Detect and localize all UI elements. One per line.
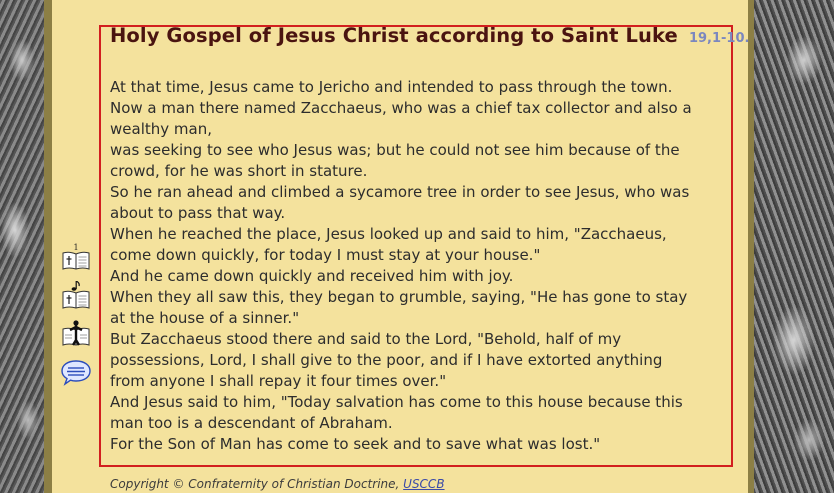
book-music-icon[interactable]: [60, 281, 92, 309]
left-decorative-image: [0, 0, 44, 493]
gospel-paragraph: When they all saw this, they began to grumble, saying, "He has gone to stay at the house of a sinner.": [110, 288, 688, 327]
gospel-paragraph: But Zacchaeus stood there and said to the Lord, "Behold, half of my possessions, Lord, I shall give to the poor, and if I have extorted anything from anyone I shall repay it four times over.": [110, 330, 663, 390]
gospel-reference: 19,1-10.: [688, 31, 750, 46]
right-decorative-image: [754, 0, 834, 493]
reading-number: 1: [73, 243, 79, 252]
gospel-header: [110, 24, 749, 47]
gospel-paragraph: When he reached the place, Jesus looked up and said to him, "Zacchaeus, come down quickly, for today I must stay at your house.": [110, 225, 667, 264]
book-saint-icon[interactable]: [60, 318, 92, 346]
gospel-paragraph: For the Son of Man has come to seek and to save what was lost.": [110, 435, 601, 453]
gospel-title: Holy Gospel of Jesus Christ according to Saint Luke: [110, 24, 678, 47]
copyright-notice: [110, 477, 445, 491]
book-reading-icon[interactable]: [60, 242, 92, 270]
gospel-paragraph: Now a man there named Zacchaeus, who was a chief tax collector and also a wealthy man,: [110, 99, 692, 138]
gospel-paragraph: So he ran ahead and climbed a sycamore tree in order to see Jesus, who was about to pass that way.: [110, 183, 690, 222]
gospel-paragraph: At that time, Jesus came to Jericho and intended to pass through the town.: [110, 78, 673, 96]
gospel-paragraph: was seeking to see who Jesus was; but he could not see him because of the crowd, for he was short in stature.: [110, 141, 680, 180]
gospel-paragraph: And he came down quickly and received him with joy.: [110, 267, 514, 285]
comment-icon[interactable]: [60, 358, 92, 386]
copyright-text: Copyright © Confraternity of Christian Doctrine,: [110, 477, 404, 491]
gospel-paragraph: And Jesus said to him, "Today salvation has come to this house because this man too is a descendant of Abraham.: [110, 393, 683, 432]
gospel-text: [110, 77, 700, 455]
usccb-link[interactable]: USCCB: [403, 477, 445, 491]
